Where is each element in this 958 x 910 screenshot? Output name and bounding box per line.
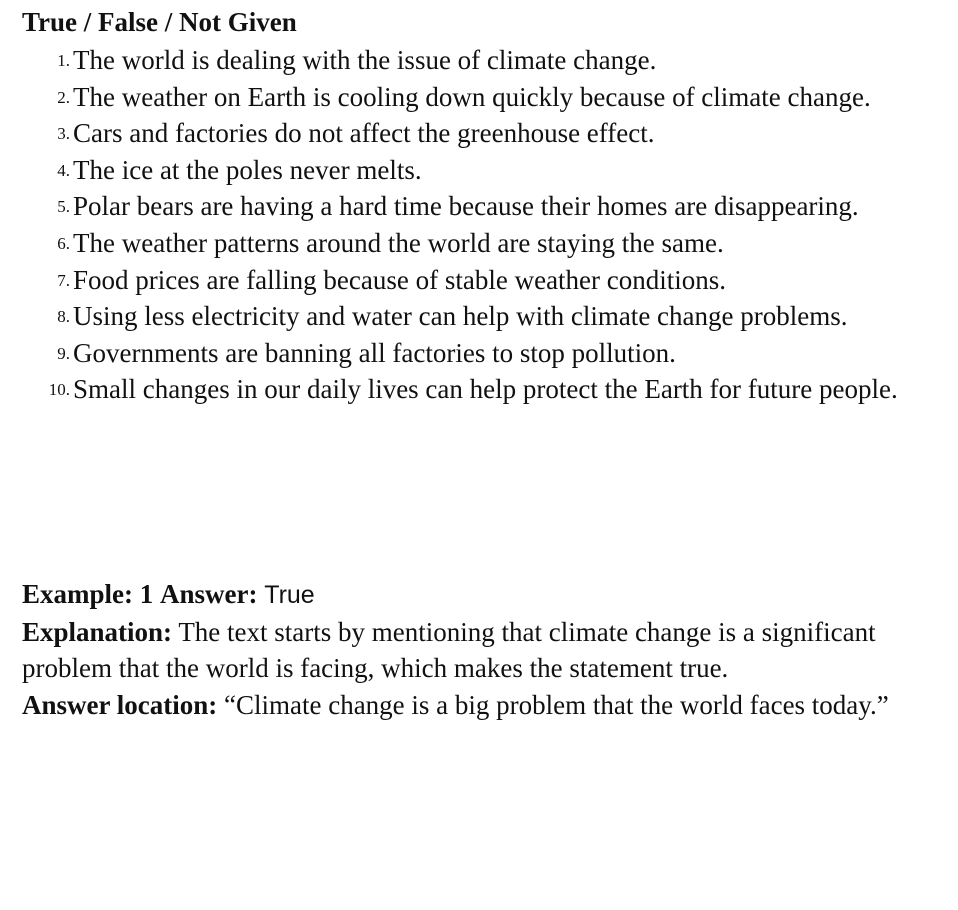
answer-location-label: Answer location: [22, 689, 218, 720]
question-item [0, 79, 958, 116]
question-item [0, 42, 958, 79]
question-number: 7. [57, 270, 70, 290]
question-list [0, 42, 958, 408]
question-item [0, 152, 958, 189]
question-item [0, 335, 958, 372]
question-number: 5. [57, 197, 70, 217]
question-item [0, 188, 958, 225]
answer-location-text: “Climate change is a big problem that the world faces today.” [224, 689, 889, 720]
answer-location-line [22, 687, 902, 724]
answer-label: Answer: [160, 579, 258, 609]
question-text: Small changes in our daily lives can help protect the Earth for future people. [73, 374, 898, 405]
question-text: The weather patterns around the world are staying the same. [73, 227, 724, 258]
question-text: The weather on Earth is cooling down quickly because of climate change. [73, 81, 871, 112]
explanation-line [22, 614, 902, 687]
explanation-label: Explanation: [22, 616, 173, 647]
question-text: Food prices are falling because of stable weather conditions. [73, 264, 727, 295]
question-item [0, 298, 958, 335]
question-number: 4. [57, 160, 70, 180]
example-answer-block [22, 576, 902, 723]
question-number: 9. [57, 343, 70, 363]
question-text: Polar bears are having a hard time because their homes are disappearing. [73, 191, 859, 222]
question-item [0, 225, 958, 262]
question-text: Using less electricity and water can help with climate change problems. [73, 301, 848, 332]
question-item [0, 262, 958, 299]
question-item [0, 371, 958, 408]
question-number: 2. [57, 87, 70, 107]
example-line [22, 576, 902, 614]
question-text: Governments are banning all factories to stop pollution. [73, 337, 676, 368]
question-text: The ice at the poles never melts. [73, 154, 422, 185]
question-number: 10. [48, 380, 70, 400]
page-title: True / False / Not Given [22, 7, 297, 37]
question-item [0, 115, 958, 152]
question-text: The world is dealing with the issue of climate change. [73, 45, 657, 75]
answer-value: True [264, 581, 315, 609]
question-number: 1. [57, 51, 70, 70]
question-number: 6. [57, 233, 70, 253]
explanation-text: The text starts by mentioning that climate change is a significant problem that the world is facing, which makes the statement true. [22, 616, 876, 683]
question-number: 8. [57, 307, 70, 327]
question-text: Cars and factories do not affect the greenhouse effect. [73, 118, 655, 149]
example-label: Example: 1 [22, 579, 154, 609]
question-number: 3. [57, 124, 70, 144]
